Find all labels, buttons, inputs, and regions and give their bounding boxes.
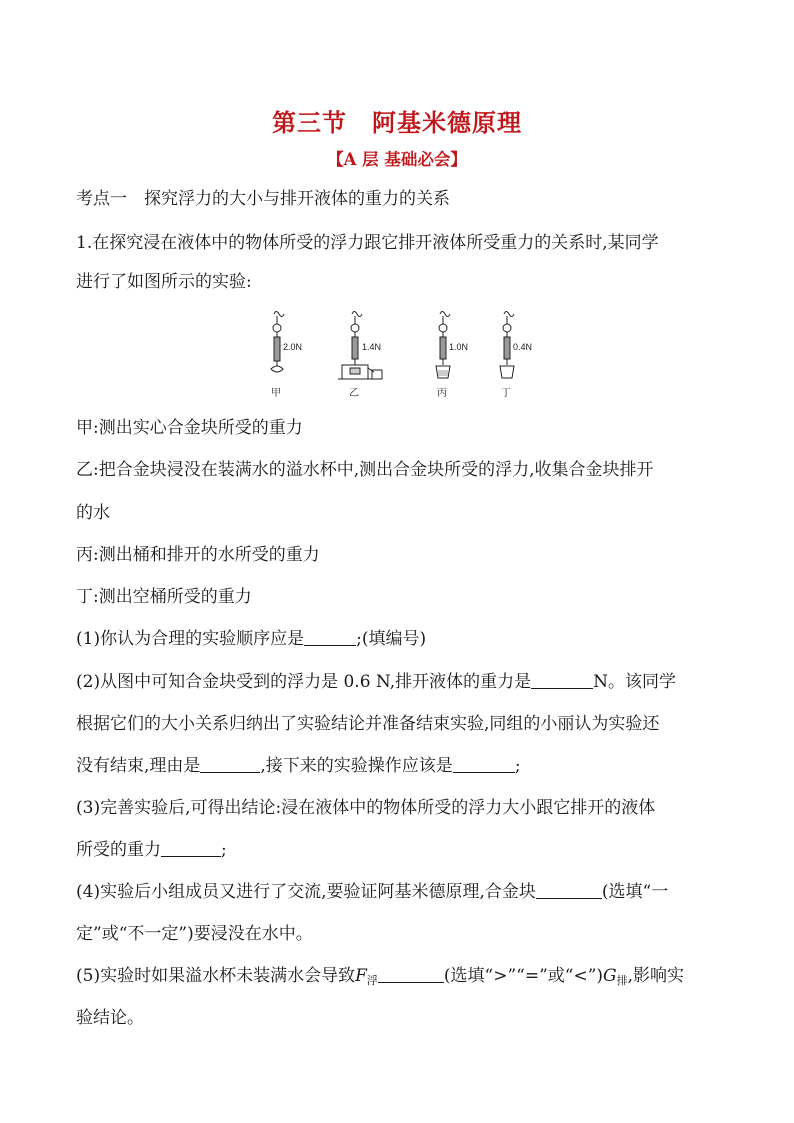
- label-bing: 丙: [437, 388, 447, 399]
- q3-blank[interactable]: [161, 840, 221, 857]
- scale-ding: [500, 312, 514, 379]
- q1-line: [76, 628, 426, 650]
- q4-text-b: (选填“一: [601, 882, 669, 902]
- step-ding: 丁:测出空桶所受的重力: [76, 587, 252, 607]
- level-heading: 【A 层 基础必会】: [327, 150, 467, 169]
- reading-jia: 2.0N: [283, 342, 303, 352]
- q2-line-2: 根据它们的大小关系归纳出了实验结论并准备结束实验,同组的小丽认为实验还: [76, 714, 660, 734]
- q4-line-1: [76, 881, 668, 903]
- reading-bing: 1.0N: [449, 342, 469, 352]
- q5-symbol-g: G: [603, 966, 617, 986]
- q3-line-2: [76, 839, 227, 861]
- q3-text-a: 所受的重力: [76, 840, 161, 860]
- step-bing: 丙:测出桶和排开的水所受的重力: [76, 545, 320, 565]
- question-intro-line-1: 1.在探究浸在液体中的物体所受的浮力跟它排开液体所受重力的关系时,某同学: [76, 233, 659, 253]
- page-title: 第三节 阿基米德原理: [272, 109, 522, 137]
- q2-line-1: [76, 671, 676, 693]
- q2-text-c: 没有结束,理由是: [76, 756, 201, 776]
- label-ding: 丁: [501, 388, 511, 399]
- label-jia: 甲: [271, 388, 281, 399]
- experiment-figure: [250, 310, 550, 402]
- q5-text-b: (选填“>”“=”或“<”): [443, 966, 604, 986]
- q2-text-e: ;: [514, 756, 521, 776]
- q2-text-d: ,接下来的实验操作应该是: [260, 756, 453, 776]
- q5-symbol-f-sub: 浮: [366, 974, 378, 987]
- q1-text: (1)你认为合理的实验顺序应是: [76, 629, 305, 649]
- q5-blank[interactable]: [378, 966, 444, 983]
- q5-line-1: [76, 965, 684, 992]
- label-yi: 乙: [349, 388, 359, 399]
- step-jia: 甲:测出实心合金块所受的重力: [76, 418, 303, 438]
- q1-blank[interactable]: [304, 629, 356, 646]
- q4-text-a: (4)实验后小组成员又进行了交流,要验证阿基米德原理,合金块: [76, 882, 536, 902]
- q2-line-3: [76, 755, 521, 777]
- step-yi-line-2: 的水: [76, 503, 110, 523]
- q2-blank-2[interactable]: [200, 756, 260, 773]
- q2-blank-3[interactable]: [453, 756, 515, 773]
- step-yi-line-1: 乙:把合金块浸没在装满水的溢水杯中,测出合金块所受的浮力,收集合金块排开: [76, 460, 654, 480]
- q5-text-a: (5)实验时如果溢水杯未装满水会导致: [76, 966, 356, 986]
- question-intro-line-2: 进行了如图所示的实验:: [76, 272, 252, 292]
- q3-line-1: (3)完善实验后,可得出结论:浸在液体中的物体所受的浮力大小跟它排开的液体: [76, 798, 656, 818]
- q3-text-b: ;: [221, 840, 227, 860]
- reading-yi: 1.4N: [362, 342, 382, 352]
- q2-text-a: (2)从图中可知合金块受到的浮力是 0.6 N,排开液体的重力是: [76, 672, 532, 692]
- q2-blank-1[interactable]: [531, 672, 593, 689]
- q5-symbol-g-sub: 排: [616, 974, 628, 987]
- section-heading: 考点一 探究浮力的大小与排开液体的重力的关系: [76, 189, 450, 209]
- q1-hint: ;(填编号): [356, 629, 427, 649]
- q5-symbol-f: F: [355, 966, 367, 986]
- reading-ding: 0.4N: [513, 342, 533, 352]
- q4-line-2: 定”或“不一定”)要浸没在水中。: [76, 924, 313, 944]
- q4-blank[interactable]: [536, 882, 602, 899]
- q2-text-b: N。该同学: [593, 672, 676, 692]
- q5-line-2: 验结论。: [76, 1008, 144, 1028]
- q5-text-c: ,影响实: [627, 966, 685, 986]
- scale-bing: [436, 312, 450, 379]
